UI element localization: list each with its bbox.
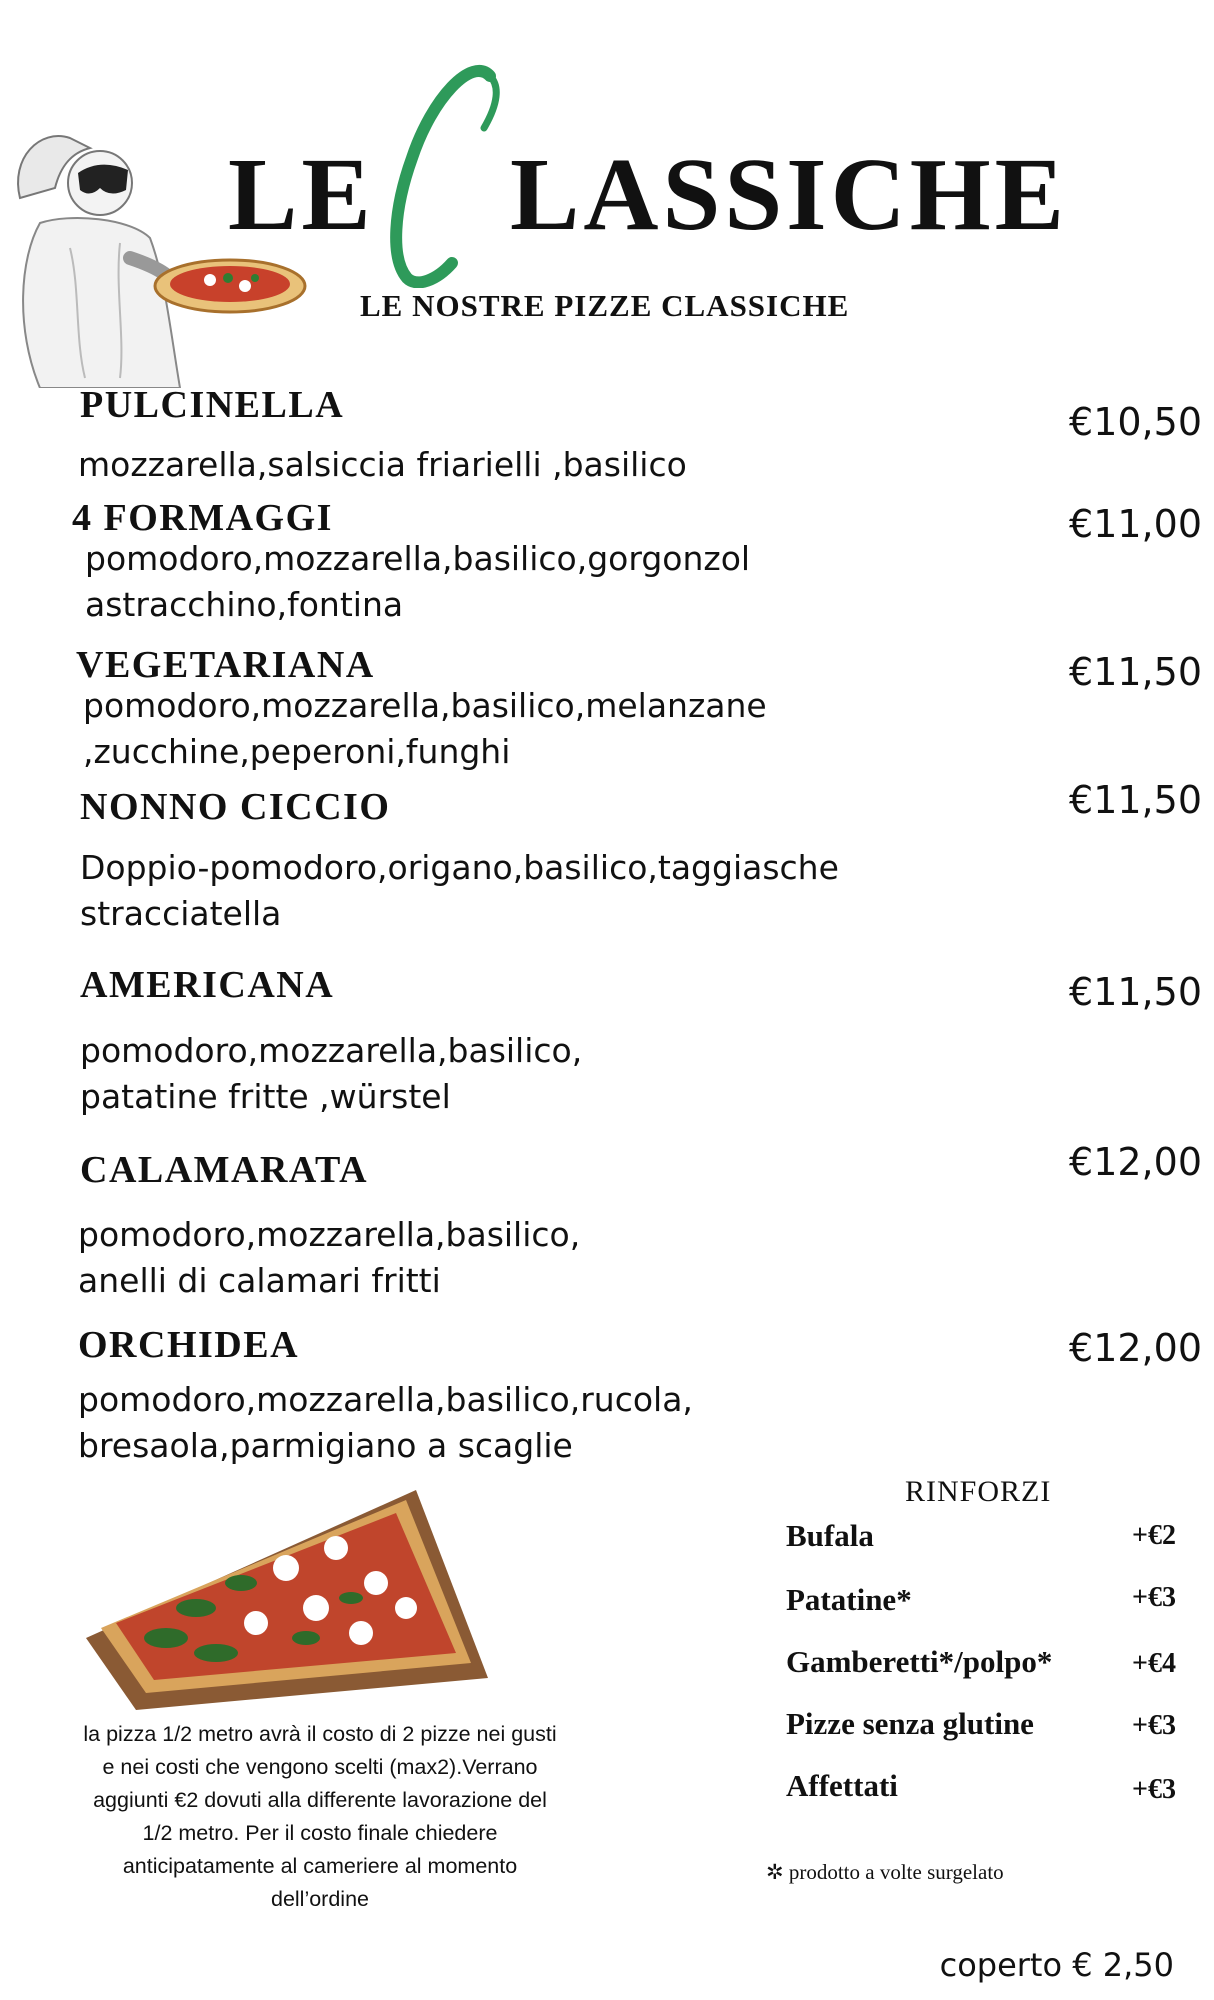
pizza-description: pomodoro,mozzarella,basilico,rucola, [78, 1380, 693, 1419]
pizza-price: €11,00 [1069, 502, 1202, 546]
page-subtitle: LE NOSTRE PIZZE CLASSICHE [360, 288, 850, 323]
pizza-description: Doppio-pomodoro,origano,basilico,taggiasche [80, 848, 839, 887]
rinforzi-title: RINFORZI [905, 1475, 1052, 1508]
pizza-description: anelli di calamari fritti [78, 1261, 441, 1300]
title-initial-letter [372, 58, 522, 288]
pizza-description: pomodoro,mozzarella,basilico, [80, 1031, 583, 1070]
pizza-price: €11,50 [1069, 970, 1202, 1014]
pizza-name: CALAMARATA [80, 1149, 369, 1191]
frozen-product-footnote: ✲ prodotto a volte surgelato [766, 1860, 1004, 1884]
pizza-description: astracchino,fontina [85, 585, 404, 624]
pizza-description: pomodoro,mozzarella,basilico,gorgonzol [85, 539, 751, 578]
pizza-name: NONNO CICCIO [80, 786, 391, 828]
note-line: dell’ordine [270, 1887, 369, 1911]
note-line: 1/2 metro. Per il costo finale chiedere [142, 1821, 498, 1845]
rinforzi-item-name: Bufala [786, 1518, 874, 1553]
pizza-price: €10,50 [1069, 400, 1202, 444]
page-title-rest: LASSICHE [510, 137, 1068, 252]
half-metre-pizza-note [40, 1718, 600, 1916]
pizza-description: mozzarella,salsiccia friarielli ,basilico [78, 445, 687, 484]
rinforzi-item-price: +€2 [1132, 1520, 1176, 1551]
pizza-price: €12,00 [1069, 1140, 1202, 1184]
rinforzi-item-price: +€4 [1132, 1648, 1176, 1679]
rinforzi-item-name: Pizze senza glutine [786, 1706, 1034, 1741]
pizza-name: PULCINELLA [80, 384, 345, 426]
pizza-price: €11,50 [1069, 650, 1202, 694]
pizza-description: patatine fritte ,würstel [80, 1077, 451, 1116]
note-line: e nei costi che vengono scelti (max2).Verrano [102, 1755, 538, 1779]
pizza-name: 4 FORMAGGI [72, 497, 333, 539]
note-line: la pizza 1/2 metro avrà il costo di 2 pizze nei gusti [83, 1722, 557, 1746]
note-line: anticipatamente al cameriere al momento [122, 1854, 518, 1878]
pizza-price: €11,50 [1069, 778, 1202, 822]
pizza-description: stracciatella [80, 894, 282, 933]
rinforzi-item-name: Gamberetti*/polpo* [786, 1644, 1053, 1679]
pizza-description: ,zucchine,peperoni,funghi [83, 732, 511, 771]
half-metre-pizza-photo [76, 1488, 496, 1710]
pizza-price: €12,00 [1069, 1326, 1202, 1370]
note-line: aggiunti €2 dovuti alla differente lavorazione del [93, 1788, 547, 1812]
rinforzi-item-name: Patatine* [786, 1582, 912, 1617]
cover-charge: coperto € 2,50 [939, 1946, 1174, 1984]
pizza-description: pomodoro,mozzarella,basilico, [78, 1215, 581, 1254]
page-title-prefix: LE [228, 137, 375, 252]
rinforzi-item-price: +€3 [1132, 1582, 1176, 1613]
rinforzi-item-name: Affettati [786, 1768, 898, 1803]
rinforzi-item-price: +€3 [1132, 1710, 1176, 1741]
pizza-name: AMERICANA [80, 964, 335, 1006]
pizza-name: ORCHIDEA [78, 1324, 300, 1366]
pizza-name: VEGETARIANA [76, 644, 375, 686]
pizza-description: pomodoro,mozzarella,basilico,melanzane [83, 686, 767, 725]
pizza-description: bresaola,parmigiano a scaglie [78, 1426, 573, 1465]
rinforzi-item-price: +€3 [1132, 1774, 1176, 1805]
